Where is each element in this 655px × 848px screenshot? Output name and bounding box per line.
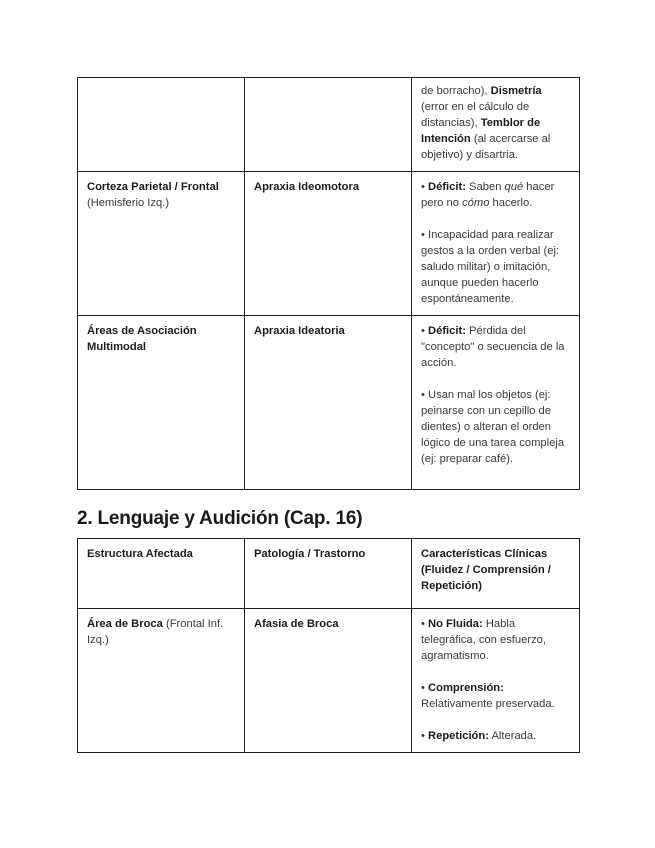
header-cell: Estructura Afectada	[78, 539, 245, 609]
deficit-paragraph	[421, 179, 571, 211]
structure-cell	[78, 172, 245, 316]
fluency-paragraph	[421, 616, 571, 664]
deficit-paragraph	[421, 323, 571, 371]
structure-detail: (Hemisferio Izq.)	[87, 197, 170, 209]
clinical-cell	[412, 172, 580, 316]
bullet: •	[421, 325, 429, 337]
text-fragment: hacer pero no	[421, 181, 555, 209]
section-heading: 2. Lenguaje y Audición (Cap. 16)	[77, 508, 363, 529]
note-paragraph: • Usan mal los objetos (ej: peinarse con un cepillo de dientes) o alteran el orden lógico de una tarea compleja (ej: preparar café).	[421, 389, 565, 465]
bullet: •	[421, 682, 429, 694]
bullet: •	[421, 181, 429, 193]
text-fragment: hacerlo.	[489, 197, 533, 209]
bold-term: Temblor de Intención	[421, 117, 541, 145]
text-fragment: Pérdida del "concepto" o secuencia de la acción.	[421, 325, 565, 369]
pathology-cell	[245, 609, 412, 753]
bold-term: Dismetría	[490, 85, 542, 97]
table-row	[78, 609, 580, 753]
bullet: •	[421, 730, 429, 742]
structure-cell	[78, 609, 245, 753]
pathology-name: Apraxia Ideomotora	[254, 181, 360, 193]
text-fragment: (al acercarse al objetivo) y disartria.	[421, 133, 551, 161]
text-fragment: Saben	[465, 181, 505, 193]
text-fragment: Relativamente preservada.	[421, 698, 555, 710]
bold-term: Comprensión:	[428, 682, 504, 694]
clinical-cell	[412, 78, 580, 172]
table-header-row	[78, 539, 580, 609]
structure-cell	[78, 316, 245, 490]
pathology-cell	[245, 78, 412, 172]
pathology-name: Afasia de Broca	[254, 618, 339, 630]
structure-detail: (Frontal Inf. Izq.)	[87, 618, 224, 646]
structure-cell	[78, 78, 245, 172]
pathology-name: Apraxia Ideatoria	[254, 325, 345, 337]
clinical-cell	[412, 609, 580, 753]
note-paragraph: • Incapacidad para realizar gestos a la orden verbal (ej: saludo militar) o imitación, aunque pueden hacerlo espontáneamente.	[421, 229, 560, 305]
language-table	[77, 538, 580, 753]
bold-term: No Fluida:	[428, 618, 483, 630]
comprehension-paragraph	[421, 680, 571, 712]
table-row	[78, 78, 580, 172]
text-fragment: (error en el cálculo de distancias),	[421, 101, 530, 129]
text-fragment: Habla telegráfica, con esfuerzo, agramatismo.	[421, 618, 546, 662]
bold-term: Déficit:	[428, 325, 466, 337]
apraxia-table	[77, 77, 580, 490]
bold-term: Repetición:	[428, 730, 489, 742]
table-row	[78, 172, 580, 316]
italic-term: qué	[504, 181, 524, 193]
structure-name: Corteza Parietal / Frontal	[87, 181, 219, 193]
italic-term: cómo	[462, 197, 490, 209]
header-cell: Patología / Trastorno	[245, 539, 412, 609]
bullet: •	[421, 618, 429, 630]
bold-term: Déficit:	[428, 181, 466, 193]
header-cell: Características Clínicas (Fluidez / Comprensión / Repetición)	[412, 539, 580, 609]
pathology-cell	[245, 316, 412, 490]
clinical-cell	[412, 316, 580, 490]
structure-name: Áreas de Asociación Multimodal	[87, 325, 197, 353]
text-fragment: de borracho),	[421, 85, 491, 97]
table-row	[78, 316, 580, 490]
repetition-paragraph	[421, 728, 571, 744]
pathology-cell	[245, 172, 412, 316]
structure-name: Área de Broca	[87, 618, 163, 630]
text-fragment: Alterada.	[488, 730, 537, 742]
